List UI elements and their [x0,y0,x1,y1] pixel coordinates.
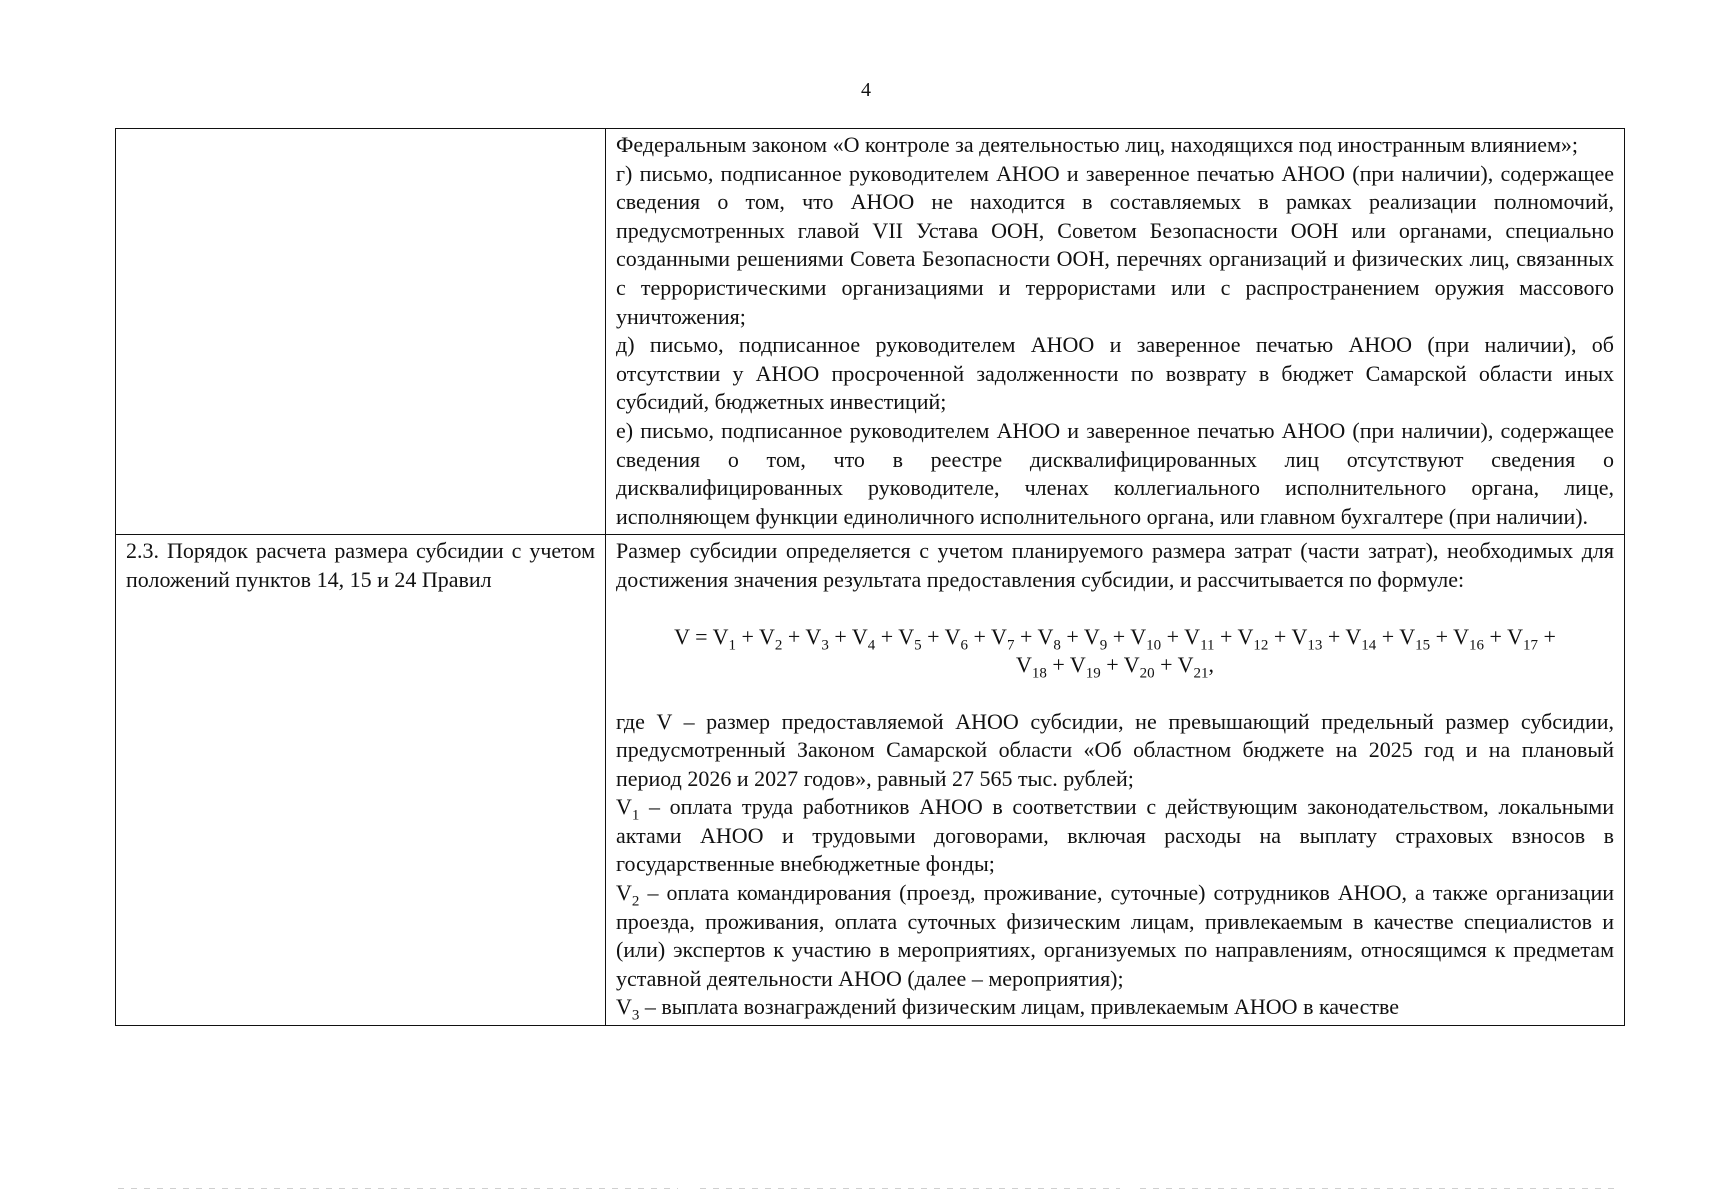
formula-term: $V_3$ [805,623,829,653]
paragraph-where: где V – размер предоставляемой АНОО субсидии, не превышающий предельный размер субсидии, предусмотренный Законом Самарской области «Об областном бюджете на 2025 год и на плановый период 2026 и 2027 годов», равный 27 565 тыс. рублей; [616,708,1614,791]
table-row-continuation [116,129,1625,535]
formula-term: $V_{18}$ [1015,651,1047,681]
formula-operator: + [736,623,760,649]
formula-term: $V_7$ [991,623,1015,653]
variable-symbol: V [616,794,632,820]
formula-term: $V_{21}$ [1177,651,1209,681]
formula-operator: + [828,623,852,649]
paragraph-federal-law: Федеральным законом «О контроле за деятельностью лиц, находящихся под иностранным влиянием»; [616,132,1578,157]
document-table [115,128,1625,1026]
formula-term: $V_6$ [944,623,969,653]
formula-operator: + [1322,623,1346,649]
table-row-subsidy-calculation [116,535,1625,1026]
variable-subscript: 3 [631,1007,640,1024]
paragraph-item-e: е) письмо, подписанное руководителем АНОО и заверенное печатью АНОО (при наличии), содержащее сведения о том, что в реестре дисквалифицированных лиц отсутствуют сведения о дисквалифицированных руководителе, членах коллегиального исполнительного органа, лице, исполняющем функции единоличного исполнительного органа, или главном бухгалтере (при наличии). [616,417,1614,529]
paragraph-item-g: г) письмо, подписанное руководителем АНОО и заверенное печатью АНОО (при наличии), содержащее сведения о том, что АНОО не находится в составляемых в рамках реализации полномочий, предусмотренных главой VII Устава ООН, Советом Безопасности ООН или органами, специально созданными решениями Совета Безопасности ООН, перечнях организаций и физических лиц, связанных с террористическими организациями и террористами или с распространением оружия массового уничтожения; [616,160,1614,329]
formula-term: $V_{13}$ [1291,623,1323,653]
formula-line-2 [1015,651,1215,681]
row2-left-cell: 2.3. Порядок расчета размера субсидии с учетом положений пунктов 14, 15 и 24 Правил [116,535,606,1026]
formula-line-1 [674,623,1556,653]
formula-operator: + [1046,651,1070,677]
formula-operator: + [875,623,899,649]
variable-symbol: V [616,880,632,906]
formula-ending: , [1208,651,1215,677]
formula-operator: + [1537,623,1556,649]
formula-term: $V_{19}$ [1069,651,1101,681]
scan-artifact-line [1140,1188,1620,1189]
scan-artifact-line [118,1188,678,1189]
formula-term: $V_{14}$ [1345,623,1377,653]
formula-term: $V_8$ [1037,623,1061,653]
variable-description: – оплата командирования (проезд, проживание, суточные) сотрудников АНОО, а также организации проезда, проживания, оплата суточных физическим лицам, привлекаемым в качестве специалистов и (или) экспертов к участию в мероприятиях, организуемых по направлениям, относящимся к предметам уставной деятельности АНОО (далее – мероприятия); [616,880,1614,991]
formula-lhs: V = [674,623,713,649]
paragraph-v3 [616,993,1614,1022]
formula-operator: + [782,623,806,649]
formula-term: $V_{16}$ [1453,623,1485,653]
formula-operator: + [1430,623,1454,649]
formula-operator: + [1154,651,1178,677]
formula-term: $V_{10}$ [1130,623,1162,653]
paragraph-v2 [616,879,1614,993]
variable-subscript: 1 [631,807,640,824]
formula-operator: + [1268,623,1292,649]
variable-description: – оплата труда работников АНОО в соответствии с действующим законодательством, локальными актами АНОО и трудовыми договорами, включая расходы на выплату страховых взносов в государственные внебюджетные фонды; [616,794,1614,877]
formula-operator: + [921,623,945,649]
formula-term: $V_9$ [1083,623,1108,653]
formula-operator: + [1014,623,1038,649]
paragraph-intro: Размер субсидии определяется с учетом планируемого размера затрат (части затрат), необходимых для достижения значения результата предоставления субсидии, и рассчитывается по формуле: [616,538,1614,592]
variable-description: – выплата вознаграждений физическим лицам, привлекаемым АНОО в качестве [639,994,1399,1020]
formula-operator: + [1161,623,1185,649]
formula-operator: + [1214,623,1238,649]
page-number: 4 [861,79,871,101]
paragraph-v1 [616,793,1614,879]
subsidy-formula [616,623,1614,679]
paragraph-item-d: д) письмо, подписанное руководителем АНОО и заверенное печатью АНОО (при наличии), об отсутствии у АНОО просроченной задолженности по возврату в бюджет Самарской области иных субсидий, бюджетных инвестиций; [616,332,1614,415]
formula-term: $V_5$ [898,623,922,653]
formula-operator: + [1107,623,1131,649]
row1-left-cell [116,129,606,535]
formula-term: $V_{15}$ [1399,623,1431,653]
variable-symbol: V [616,994,632,1020]
formula-term: $V_1$ [712,623,736,653]
formula-term: $V_{12}$ [1237,623,1269,653]
formula-term: $V_4$ [851,623,876,653]
variable-subscript: 2 [631,893,640,910]
row1-right-cell [606,129,1625,535]
row2-right-cell [606,535,1625,1026]
formula-term: $V_{17}$ [1507,623,1538,653]
formula-term: $V_{11}$ [1184,623,1215,653]
formula-term: $V_2$ [759,623,783,653]
formula-operator: + [1376,623,1400,649]
formula-operator: + [1060,623,1084,649]
formula-term: $V_{20}$ [1123,651,1155,681]
formula-operator: + [1100,651,1124,677]
scan-artifact-line [700,1188,1120,1189]
formula-operator: + [1484,623,1508,649]
formula-operator: + [968,623,992,649]
